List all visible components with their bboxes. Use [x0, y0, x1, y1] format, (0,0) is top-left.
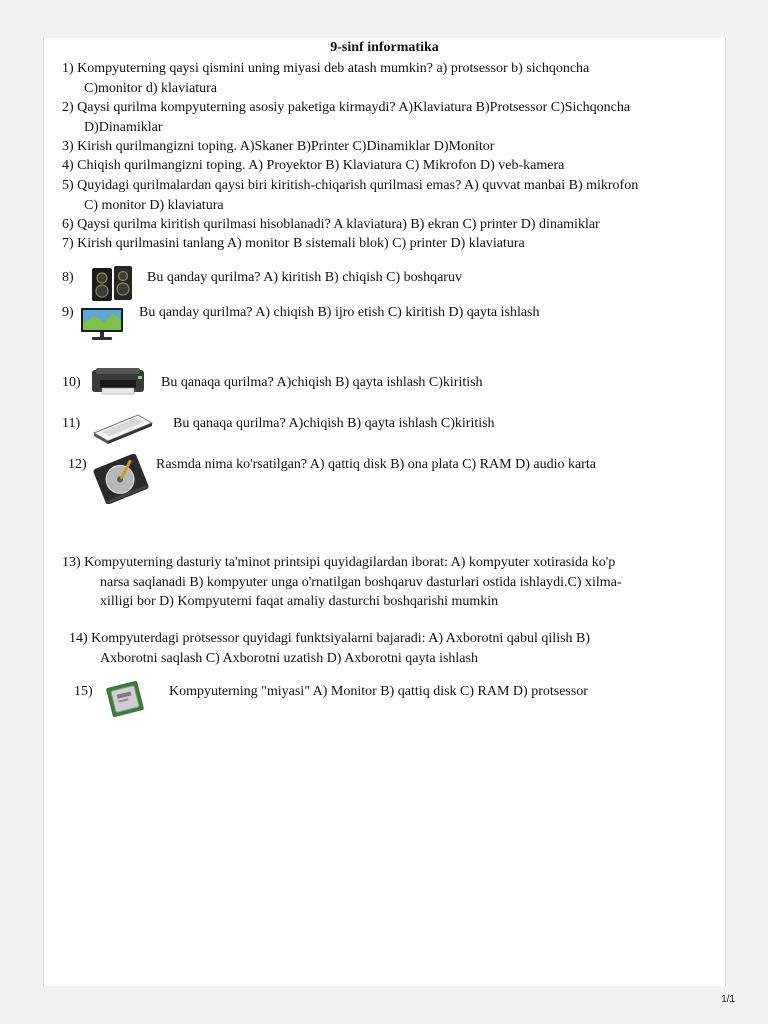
- question-number: 8): [62, 270, 74, 285]
- question-text: Rasmda nima ko'rsatilgan? A) qattiq disk B) ona plata C) RAM D) audio karta: [156, 457, 596, 472]
- question-5: [62, 176, 638, 215]
- question-text: Bu qanday qurilma? A) chiqish B) ijro etish C) kiritish D) qayta ishlash: [139, 305, 540, 320]
- question-text-cont: xilligi bor D) Kompyuterni faqat amaliy dasturchi boshqarishi mumkin: [100, 594, 499, 609]
- question-text: 13) Kompyuterning dasturiy ta'minot printsipi quyidagilardan iborat: A) kompyuter xotirasida ko'p: [62, 555, 616, 570]
- question-text: 4) Chiqish qurilmangizni toping. A) Proyektor B) Klaviatura C) Mikrofon D) veb-kamera: [62, 158, 565, 173]
- processor-chip-icon: [104, 680, 146, 718]
- question-6: [62, 215, 600, 235]
- question-text: Bu qanday qurilma? A) kiritish B) chiqish C) boshqaruv: [147, 270, 462, 285]
- scanner-icon: [92, 409, 154, 445]
- question-number: 11): [62, 416, 81, 431]
- hard-disk-icon: [92, 454, 150, 504]
- question-14: [69, 629, 590, 668]
- question-7: [62, 234, 525, 254]
- question-text: 1) Kompyuterning qaysi qismini uning miyasi deb atash mumkin? a) protsessor b) sichqoncha: [62, 61, 590, 76]
- question-text: 7) Kirish qurilmasini tanlang A) monitor B sistemali blok) C) printer D) klaviatura: [62, 236, 525, 251]
- question-4: [62, 156, 564, 176]
- question-text: 3) Kirish qurilmangizni toping. A)Skaner B)Printer C)Dinamiklar D)Monitor: [62, 139, 495, 154]
- question-13: [62, 553, 622, 612]
- printer-icon: [88, 366, 148, 398]
- question-text-cont: Axborotni saqlash C) Axborotni uzatish D) Axborotni qayta ishlash: [100, 650, 478, 666]
- document-page: [43, 38, 726, 986]
- question-text-cont: narsa saqlanadi B) kompyuter unga o'rnatilgan boshqaruv dasturlari ostida ishlaydi.C) xilma-: [100, 574, 622, 590]
- question-text: 6) Qaysi qurilma kiritish qurilmasi hisoblanadi? A klaviatura) B) ekran C) printer D) dinamiklar: [62, 217, 600, 232]
- question-number: 10): [62, 375, 81, 390]
- question-text: Bu qanaqa qurilma? A)chiqish B) qayta ishlash C)kiritish: [173, 416, 495, 431]
- question-text: 14) Kompyuterdagi protsessor quyidagi funktsiyalarni bajaradi: A) Axborotni qabul qilish B): [69, 631, 591, 646]
- question-number: 12): [68, 457, 87, 472]
- page-indicator: 1/1: [721, 994, 735, 1005]
- question-number: 15): [74, 684, 93, 699]
- page-title: 9-sinf informatika: [330, 40, 439, 55]
- question-text-cont: C) monitor D) klaviatura: [84, 197, 224, 213]
- question-number: 9): [62, 305, 74, 320]
- question-2: [62, 98, 630, 137]
- question-text: 2) Qaysi qurilma kompyuterning asosiy paketiga kirmaydi? A)Klaviatura B)Protsessor C)Sichqoncha: [62, 100, 631, 115]
- question-3: [62, 137, 494, 157]
- question-text: 5) Quyidagi qurilmalardan qaysi biri kiritish-chiqarish qurilmasi emas? A) quvvat manbai B) mikrofon: [62, 178, 639, 193]
- question-1: [62, 59, 589, 98]
- speakers-icon: [90, 264, 134, 302]
- question-text-cont: D)Dinamiklar: [84, 119, 163, 135]
- question-text: Kompyuterning "miyasi" A) Monitor B) qattiq disk C) RAM D) protsessor: [169, 684, 588, 699]
- monitor-icon: [80, 306, 124, 342]
- question-text-cont: C)monitor d) klaviatura: [84, 80, 217, 96]
- question-text: Bu qanaqa qurilma? A)chiqish B) qayta ishlash C)kiritish: [161, 375, 483, 390]
